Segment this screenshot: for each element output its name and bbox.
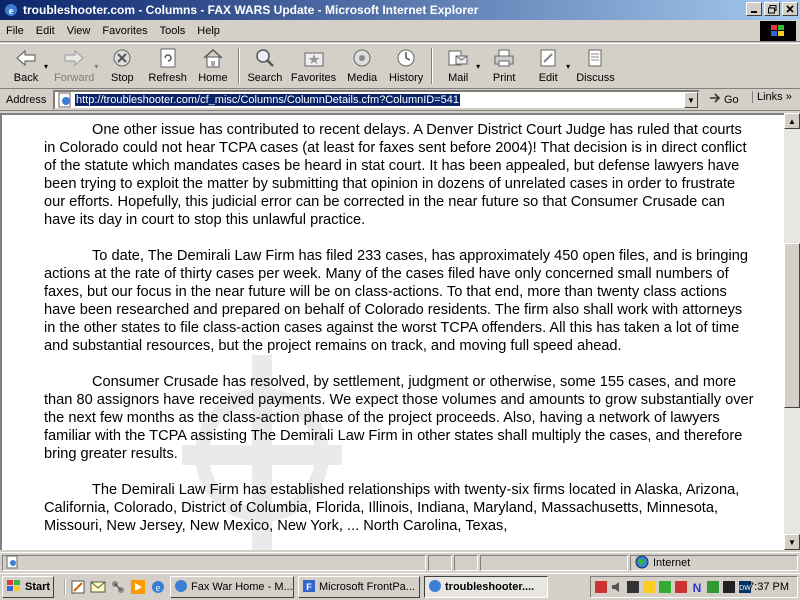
address-bar: [0, 89, 800, 111]
taskbar-item-label: Fax War Home - M...: [191, 581, 293, 593]
standard-toolbar: [0, 43, 800, 89]
vertical-scrollbar[interactable]: [784, 113, 800, 550]
chevron-right-icon: »: [785, 91, 792, 103]
window-title: troubleshooter.com - Columns - FAX WARS Update - Microsoft Internet Explorer: [23, 3, 479, 17]
history-icon: [394, 46, 418, 70]
home-label: Home: [198, 72, 228, 84]
search-label: Search: [247, 72, 283, 84]
forward-arrow-icon: [62, 46, 86, 70]
forward-dropdown-icon[interactable]: ▾: [94, 61, 99, 71]
mail-button[interactable]: [436, 44, 480, 88]
page-status-icon: [5, 555, 19, 572]
ie-icon: [428, 579, 442, 596]
edit-label: Edit: [538, 72, 558, 84]
minimize-button[interactable]: [746, 2, 762, 16]
search-icon: [253, 46, 277, 70]
edit-dropdown-icon[interactable]: ▾: [566, 61, 571, 71]
history-button[interactable]: [384, 44, 428, 88]
go-arrow-icon: [708, 91, 724, 108]
back-label: Back: [13, 72, 39, 84]
edit-page-icon: [536, 46, 560, 70]
restore-button[interactable]: [764, 2, 780, 16]
tray-app-icon[interactable]: [594, 580, 608, 594]
status-cell: [480, 555, 628, 571]
windows-logo-icon: [760, 21, 796, 41]
scroll-up-arrow-icon[interactable]: ▲: [784, 113, 800, 129]
system-tray: [590, 576, 798, 598]
svg-text:DW: DW: [739, 585, 751, 592]
quick-launch-outlook-icon[interactable]: [90, 579, 106, 595]
media-button[interactable]: [340, 44, 384, 88]
article-paragraph: One other issue has contributed to recent delays. A Denver District Court Judge has ruled that courts in Colorado could not hear TCPA cases (at least for faxes sent before 2004)! That decision is in direct conflict of the statute which mandates cases be heard in stat court. It has been appealed, but defense lawyers have been trying to exploit the matter by submitting that opinion in dozens of unrelated cases in order to frustrate our efforts. Hopefully, this judicial error can be corrected in the near future so that Consumer Crusade can have its day in court to stop this unlawful practice.: [44, 122, 747, 228]
status-bar: [0, 552, 800, 572]
tray-app-icon[interactable]: [722, 580, 736, 594]
discuss-label: Discuss: [576, 72, 615, 84]
stop-label: Stop: [111, 72, 134, 84]
go-button[interactable]: [708, 91, 739, 108]
media-label: Media: [347, 72, 378, 84]
taskbar-item-active[interactable]: [424, 576, 548, 598]
quick-launch-ie-icon[interactable]: [150, 579, 166, 595]
mail-icon: [446, 46, 470, 70]
quick-launch-notepad-icon[interactable]: [70, 579, 86, 595]
frontpage-icon: [302, 579, 316, 596]
print-label: Print: [492, 72, 516, 84]
menu-bar: [0, 20, 800, 42]
scrollbar-thumb[interactable]: [784, 243, 800, 408]
quick-launch: [64, 579, 166, 595]
stop-icon: [110, 46, 134, 70]
media-icon: [350, 46, 374, 70]
stop-button[interactable]: [100, 44, 144, 88]
close-button[interactable]: [782, 2, 798, 16]
back-dropdown-icon[interactable]: ▾: [44, 61, 49, 71]
status-text-area: [2, 555, 426, 571]
tray-app-icon[interactable]: [690, 580, 704, 594]
links-button[interactable]: [752, 91, 792, 103]
taskbar-item[interactable]: [170, 576, 294, 598]
taskbar-item[interactable]: [298, 576, 420, 598]
discuss-button[interactable]: [572, 44, 619, 88]
tray-app-icon[interactable]: [706, 580, 720, 594]
security-zone: [630, 555, 798, 571]
clock[interactable]: 7:37 PM: [748, 581, 789, 593]
ie-icon: [3, 2, 19, 18]
menu-help[interactable]: Help: [197, 24, 220, 37]
refresh-label: Refresh: [148, 72, 187, 84]
refresh-icon: [156, 46, 180, 70]
print-button[interactable]: [482, 44, 526, 88]
quick-launch-media-icon[interactable]: [130, 579, 146, 595]
zone-label: Internet: [653, 557, 691, 569]
quick-launch-network-icon[interactable]: [110, 579, 126, 595]
page-content: [0, 113, 784, 550]
discuss-icon: [583, 46, 607, 70]
page-icon: [57, 92, 73, 108]
taskbar: [0, 573, 800, 600]
taskbar-item-label: Microsoft FrontPa...: [319, 581, 415, 593]
ie-icon: [174, 579, 188, 596]
scroll-down-arrow-icon[interactable]: ▼: [784, 534, 800, 550]
start-label: Start: [25, 581, 51, 593]
menu-tools[interactable]: Tools: [159, 24, 186, 37]
menu-edit[interactable]: Edit: [35, 24, 55, 37]
address-dropdown-icon[interactable]: ▼: [684, 92, 698, 108]
toolbar-separator: [431, 48, 433, 84]
start-button[interactable]: [2, 576, 54, 598]
status-cell: [454, 555, 478, 571]
article-paragraph: The Demirali Law Firm has established relationships with twenty-six firms located in Alaska, Arizona, California, Colorado, District of Columbia, Florida, Illinois, Indiana, Maryland, Massachusetts, Minnesota, Missouri, New Jersey, New Mexico, New York, ... North Carolina, Texas,: [44, 482, 740, 534]
home-icon: [201, 46, 225, 70]
edit-button[interactable]: [526, 44, 570, 88]
svg-text:e: e: [8, 6, 14, 17]
tray-app-icon[interactable]: [674, 580, 688, 594]
status-cell: [428, 555, 452, 571]
menu-favorites[interactable]: Favorites: [102, 24, 148, 37]
article-paragraph: Consumer Crusade has resolved, by settlement, judgment or otherwise, some 155 cases, and more than 80 assignors have received payments. We expect those volumes and amounts to grow substantially over the next few months as the class-action phase of the project proceeds. Also, having a network of lawyers familiar with the TCPA assisting The Demirali Law Firm in other states shall multiply the cases, and therefore bring greater results.: [44, 374, 754, 462]
toolbar-separator: [238, 48, 240, 84]
back-button[interactable]: [4, 44, 48, 88]
tray-app-icon[interactable]: [658, 580, 672, 594]
address-input[interactable]: [53, 90, 700, 110]
favorites-label: Favorites: [290, 72, 337, 84]
menu-view[interactable]: View: [66, 24, 91, 37]
svg-text:e: e: [155, 583, 161, 594]
address-url: http://troubleshooter.com/cf_misc/Columns/ColumnDetails.cfm?ColumnID=541: [76, 94, 460, 106]
mail-label: Mail: [448, 72, 469, 84]
search-button[interactable]: [243, 44, 287, 88]
refresh-button[interactable]: [144, 44, 191, 88]
address-label: Address: [6, 93, 47, 106]
history-label: History: [389, 72, 424, 84]
back-arrow-icon: [14, 46, 38, 70]
windows-flag-icon: [6, 579, 22, 596]
printer-icon: [492, 46, 516, 70]
forward-button[interactable]: [50, 44, 98, 88]
go-label: Go: [724, 93, 739, 106]
mail-dropdown-icon[interactable]: ▾: [476, 61, 481, 71]
article-paragraph: To date, The Demirali Law Firm has filed 233 cases, has approximately 450 open files, and is bringing actions at the rate of thirty cases per week. Many of the cases filed have only concerned small numbers of faxes, but our focus in the near future will be on class-actions. To that end, more than twenty class actions have been researched and prepared on behalf of Colorado residents. The firm also shall work with attorneys in the other states to file class-action cases against the worst TCPA offenders. All this has taken a lot of time and substantial resources, but the project remains on track, and moving full speed ahead.: [44, 248, 748, 354]
forward-label: Forward: [54, 72, 95, 84]
tray-app-icon[interactable]: [642, 580, 656, 594]
links-label: Links: [757, 91, 783, 103]
favorites-button[interactable]: [287, 44, 340, 88]
title-bar: [0, 0, 800, 20]
speaker-icon[interactable]: [610, 580, 624, 594]
tray-app-icon[interactable]: [626, 580, 640, 594]
svg-text:F: F: [306, 581, 312, 592]
home-button[interactable]: [191, 44, 235, 88]
article-body: [44, 121, 754, 550]
globe-icon: [635, 555, 649, 572]
taskbar-item-label: troubleshooter....: [445, 581, 535, 593]
svg-text:N: N: [692, 581, 702, 594]
favorites-icon: [302, 46, 326, 70]
menu-file[interactable]: File: [6, 24, 24, 37]
